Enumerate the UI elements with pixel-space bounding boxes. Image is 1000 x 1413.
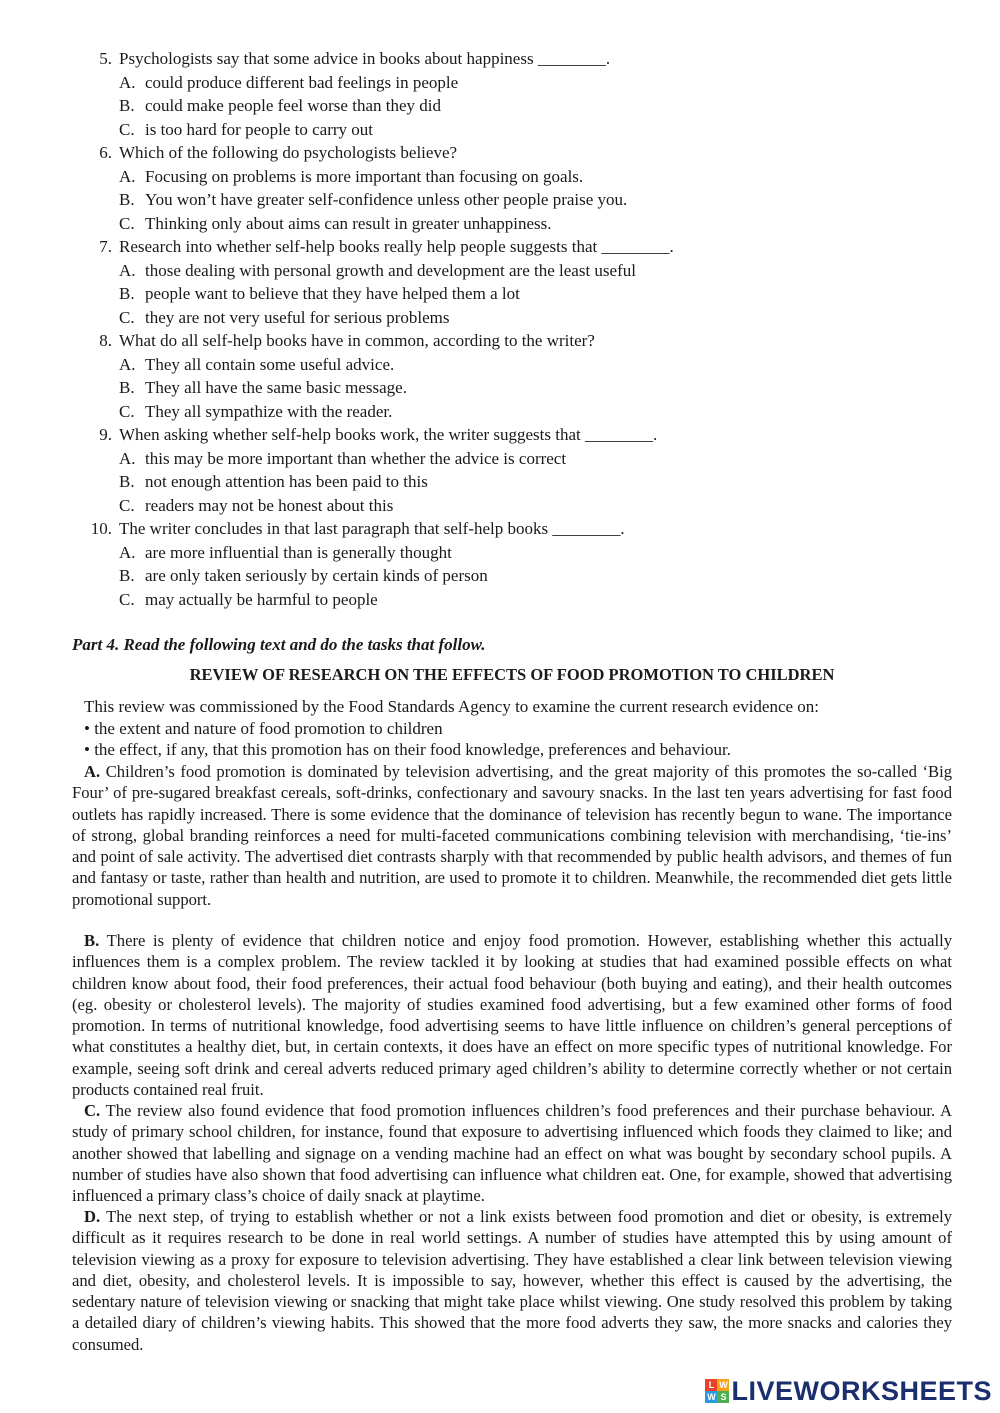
paragraph-d <box>72 1206 952 1355</box>
option-item[interactable] <box>0 118 1000 142</box>
option-letter: A. <box>119 448 136 468</box>
option-item[interactable] <box>0 94 1000 118</box>
question-number: 10. <box>90 519 112 538</box>
option-item[interactable] <box>0 71 1000 95</box>
part-4-heading: Part 4. Read the following text and do the tasks that follow. <box>72 635 486 654</box>
option-item[interactable] <box>0 282 1000 306</box>
option-letter: C. <box>119 119 135 139</box>
option-item[interactable] <box>0 447 1000 471</box>
liveworksheets-logo <box>705 1376 992 1406</box>
option-item[interactable] <box>0 259 1000 283</box>
option-item[interactable] <box>0 353 1000 377</box>
question-number: 8. <box>99 331 112 350</box>
option-letter: B. <box>119 378 135 397</box>
question-text: When asking whether self-help books work, the writer suggests that ________. <box>119 425 658 444</box>
questions-list <box>0 47 1000 611</box>
question-number: 9. <box>99 425 112 444</box>
option-text: may actually be harmful to people <box>145 589 378 609</box>
question-number: 5. <box>99 49 112 68</box>
liveworksheets-wordmark: LIVEWORKSHEETS <box>731 1375 992 1406</box>
intro-bullet: • the extent and nature of food promotion to children <box>84 718 443 738</box>
option-item[interactable] <box>0 400 1000 424</box>
paragraph-label: D. <box>84 1207 101 1226</box>
question-text: The writer concludes in that last paragraph that self-help books ________. <box>119 519 625 538</box>
option-item[interactable] <box>0 470 1000 494</box>
option-text: Thinking only about aims can result in greater unhappiness. <box>145 213 552 233</box>
option-item[interactable] <box>0 376 1000 400</box>
option-letter: B. <box>119 472 135 491</box>
option-text: not enough attention has been paid to this <box>145 472 428 491</box>
option-text: those dealing with personal growth and development are the least useful <box>145 260 636 280</box>
option-letter: B. <box>119 566 135 585</box>
option-text: they are not very useful for serious problems <box>145 307 450 327</box>
paragraph-label: B. <box>84 931 100 950</box>
option-letter: C. <box>119 213 135 233</box>
question-text: What do all self-help books have in common, according to the writer? <box>119 331 595 350</box>
option-item[interactable] <box>0 588 1000 612</box>
option-letter: C. <box>119 495 135 515</box>
question-number: 7. <box>99 237 112 256</box>
option-letter: A. <box>119 72 136 92</box>
option-letter: C. <box>119 307 135 327</box>
option-item[interactable] <box>0 188 1000 212</box>
paragraph-text: There is plenty of evidence that children notice and enjoy food promotion. However, establishing whether this actually influences them is a complex problem. The review tackled it by looking at studies that had examined possible effects on what children know about food, their food preferences, their actual food behaviour (both buying and eating), and their health outcomes (eg. obesity or cholesterol levels). The majority of studies examined food advertising, but a few examined other forms of food promotion. In terms of nutritional knowledge, food advertising seems to have little influence on children’s general perceptions of what constitutes a healthy diet, but, in certain contexts, it does have an effect on more specific types of nutritional knowledge. For example, seeing soft drink and cereal adverts reduced primary aged children’s ability to determine correctly whether or not certain products contained real fruit. <box>72 931 952 1100</box>
option-text: are only taken seriously by certain kinds of person <box>145 566 488 585</box>
question-item <box>0 329 1000 353</box>
option-text: could make people feel worse than they did <box>145 96 441 115</box>
question-text: Research into whether self-help books really help people suggests that ________. <box>119 237 674 256</box>
option-text: could produce different bad feelings in people <box>145 72 459 92</box>
option-letter: C. <box>119 401 135 421</box>
option-letter: B. <box>119 190 135 209</box>
option-text: Focusing on problems is more important than focusing on goals. <box>145 166 584 186</box>
option-text: They all contain some useful advice. <box>145 354 395 374</box>
review-title: REVIEW OF RESEARCH ON THE EFFECTS OF FOOD PROMOTION TO CHILDREN <box>189 665 835 684</box>
option-text: this may be more important than whether the advice is correct <box>145 448 567 468</box>
option-item[interactable] <box>0 541 1000 565</box>
question-item <box>0 141 1000 165</box>
paragraph-c <box>72 1100 952 1206</box>
option-text: readers may not be honest about this <box>145 495 394 515</box>
option-letter: B. <box>119 284 135 303</box>
liveworksheets-mark-icon: L W W S <box>707 1380 728 1402</box>
paragraph-label: C. <box>84 1101 101 1120</box>
question-item <box>0 423 1000 447</box>
option-letter: A. <box>119 166 136 186</box>
intro-bullet: • the effect, if any, that this promotion has on their food knowledge, preferences and behaviour. <box>84 740 732 759</box>
question-number: 6. <box>99 143 112 162</box>
option-item[interactable] <box>0 494 1000 518</box>
question-text: Psychologists say that some advice in books about happiness ________. <box>119 49 611 68</box>
option-letter: A. <box>119 542 136 562</box>
question-item <box>0 517 1000 541</box>
paragraph-label: A. <box>84 762 101 781</box>
option-item[interactable] <box>0 165 1000 189</box>
option-text: They all have the same basic message. <box>145 378 407 397</box>
option-text: They all sympathize with the reader. <box>145 401 393 421</box>
option-text: people want to believe that they have helped them a lot <box>145 284 520 303</box>
intro-block <box>72 696 952 761</box>
paragraph-text: The review also found evidence that food promotion influences children’s food preferences and their purchase behaviour. A study of primary school children, for instance, found that exposure to advertising influenced which foods they claimed to like; and another showed that labelling and signage on a vending machine had an effect on what was bought by secondary school pupils. A number of studies have also shown that food advertising can influence what children eat. One, for example, showed that advertising influenced a primary class’s choice of daily snack at playtime. <box>72 1101 952 1206</box>
paragraph-b <box>72 930 952 1100</box>
option-item[interactable] <box>0 212 1000 236</box>
option-letter: A. <box>119 354 136 374</box>
option-letter: B. <box>119 96 135 115</box>
option-text: are more influential than is generally thought <box>145 542 452 562</box>
paragraph-text: The next step, of trying to establish whether or not a link exists between food promotion and diet or obesity, is extremely difficult as it requires research to be done in real world settings. A number of studies have attempted this by using amount of television viewing as a proxy for exposure to television advertising. They have established a clear link between television viewing and diet, obesity, and cholesterol levels. It is impossible to say, however, whether this effect is caused by the advertising, the sedentary nature of television viewing or snacking that might take place whilst viewing. One study resolved this problem by taking a detailed diary of children’s viewing habits. This showed that the more food adverts they saw, the more snacks and calories they consumed. <box>72 1207 952 1354</box>
option-text: You won’t have greater self-confidence unless other people praise you. <box>145 190 628 209</box>
paragraph-text: Children’s food promotion is dominated by television advertising, and the great majority of this promotes the so-called ‘Big Four’ of pre-sugared breakfast cereals, soft-drinks, confectionary and savoury snacks. In the last ten years advertising for fast food outlets has rapidly increased. There is some evidence that the dominance of television has recently begun to wane. The importance of strong, global branding reinforces a need for multi-faceted communications combining television with merchandising, ‘tie-ins’ and point of sale activity. The advertised diet contrasts sharply with that recommended by public health advisors, and themes of fun and fantasy or taste, rather than health and nutrition, are used to promote it to children. Meanwhile, the recommended diet gets little promotional support. <box>72 762 952 909</box>
option-item[interactable] <box>0 564 1000 588</box>
intro-text: This review was commissioned by the Food Standards Agency to examine the current research evidence on: <box>84 697 820 716</box>
question-text: Which of the following do psychologists believe? <box>119 143 458 162</box>
paragraph-a <box>72 761 952 910</box>
option-letter: A. <box>119 260 136 280</box>
question-item <box>0 235 1000 259</box>
option-item[interactable] <box>0 306 1000 330</box>
question-item <box>0 47 1000 71</box>
option-letter: C. <box>119 589 135 609</box>
option-text: is too hard for people to carry out <box>145 119 374 139</box>
